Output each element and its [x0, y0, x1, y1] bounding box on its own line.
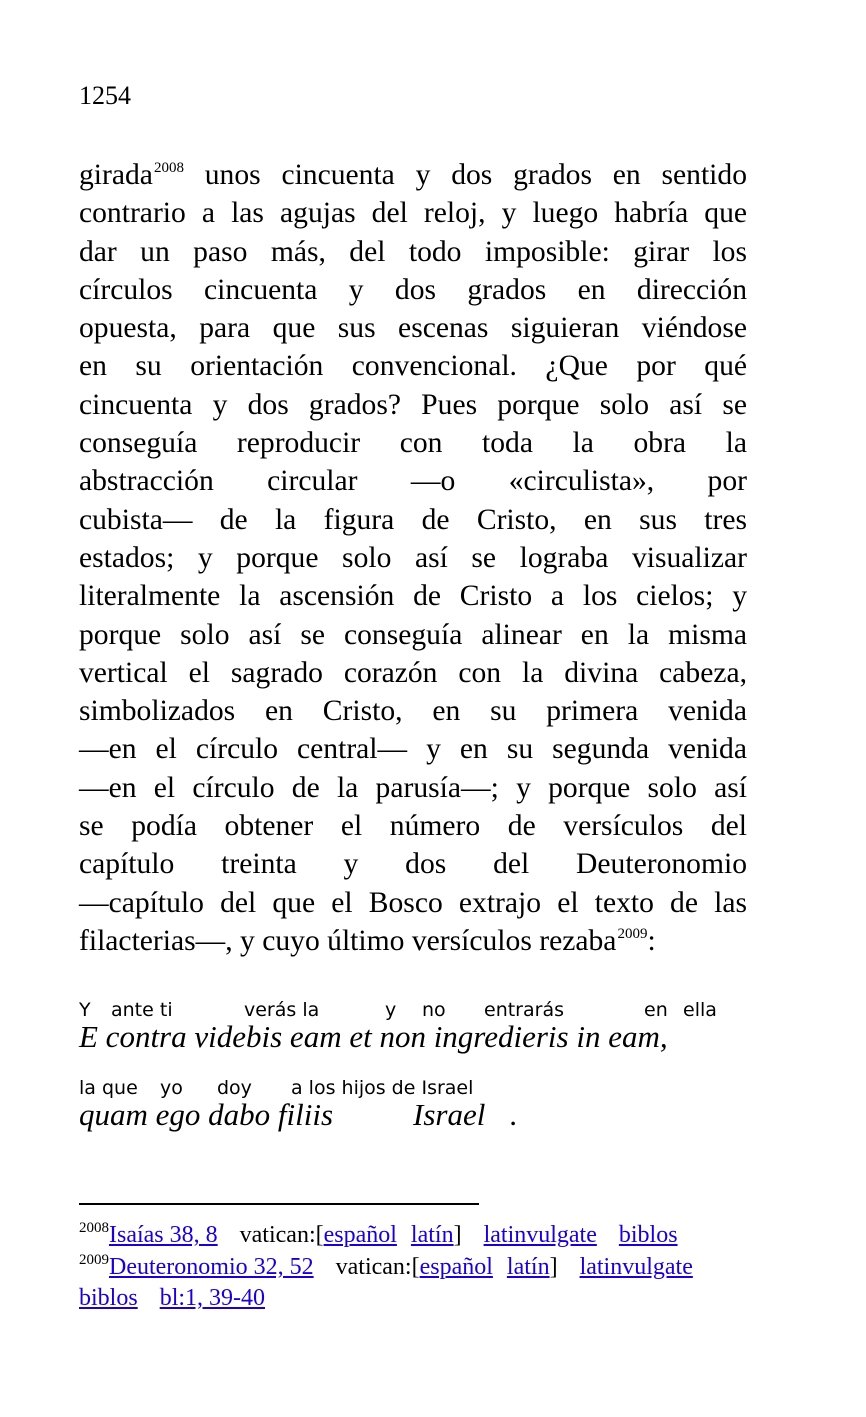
body-line [79, 577, 747, 615]
espanol-link[interactable]: español [419, 1254, 493, 1280]
body-line-text: unos cincuenta y dos grados en sentido [183, 159, 747, 191]
gloss-word: ante ti [111, 999, 173, 1021]
gloss-word: la que [79, 1077, 138, 1099]
body-line-text: abstracción circular —o «circulista», por [79, 465, 747, 498]
body-line [79, 271, 747, 309]
body-line [79, 156, 747, 194]
body-line [79, 616, 747, 654]
espanol-link[interactable]: español [323, 1222, 397, 1248]
bl-link[interactable]: bl:1, 39-40 [159, 1285, 266, 1311]
body-paragraph [79, 156, 747, 960]
body-line [79, 539, 747, 577]
vatican-suffix: ] [453, 1222, 462, 1248]
latin-verse-line: E contra videbis eam et non ingredieris in eam, [79, 1019, 668, 1054]
body-line-text: círculos cincuenta y dos grados en dirección [79, 273, 747, 306]
latinvulgate-link[interactable]: latinvulgate [483, 1222, 597, 1248]
gloss-word: a los hijos de Israel [291, 1077, 474, 1099]
latin-verse-line: quam ego dabo filiis [79, 1097, 334, 1132]
body-line-text: girada [79, 159, 153, 191]
footnote-2008 [79, 1220, 678, 1253]
body-line [79, 884, 747, 922]
body-line-text: contrario a las agujas del reloj, y luego habría que [79, 197, 747, 230]
latin-verse-period: . [510, 1097, 518, 1132]
footnote-ref-link[interactable]: Isaías 38, 8 [109, 1222, 218, 1248]
body-line [79, 807, 747, 845]
body-line-text: : [647, 924, 656, 957]
body-line-text: porque solo así se conseguía alinear en la misma [79, 618, 747, 651]
body-line-text: vertical el sagrado corazón con la divina cabeza, [79, 656, 747, 689]
latin-verse-word: Israel [413, 1097, 486, 1132]
footnote-number: 2008 [79, 1220, 109, 1236]
page-number: 1254 [79, 81, 131, 110]
body-line [79, 347, 747, 385]
body-line [79, 501, 747, 539]
footnote-marker: 2008 [153, 160, 184, 176]
body-line [79, 424, 747, 462]
body-line-text: se podía obtener el número de versículos del [79, 810, 747, 843]
gloss-word: Y [79, 999, 91, 1021]
vatican-suffix: ] [549, 1254, 558, 1280]
body-line [79, 233, 747, 271]
footnote-marker: 2009 [617, 925, 648, 942]
latin-link[interactable]: latín [506, 1254, 550, 1280]
body-line-text: literalmente la ascensión de Cristo a los cielos; y [79, 580, 747, 613]
body-line [79, 386, 747, 424]
body-line-text: en su orientación convencional. ¿Que por qué [79, 350, 747, 383]
body-line-text: cincuenta y dos grados? Pues porque solo así se [79, 388, 747, 421]
footnote-number: 2009 [79, 1252, 109, 1268]
biblos-link[interactable]: biblos [618, 1222, 678, 1248]
body-line [79, 462, 747, 500]
body-line [79, 769, 747, 807]
gloss-word: y [385, 999, 397, 1021]
body-line-text: —en el círculo central— y en su segunda venida [79, 733, 747, 766]
body-line [79, 194, 747, 232]
gloss-word: verás la [244, 999, 320, 1021]
body-line-text: estados; y porque solo así se lograba visualizar [79, 541, 747, 574]
body-line-text: simbolizados en Cristo, en su primera venida [79, 695, 747, 728]
gloss-word: yo [160, 1077, 183, 1099]
gloss-word: doy [217, 1077, 252, 1099]
body-line [79, 922, 747, 960]
vatican-prefix: vatican:[ [239, 1222, 324, 1248]
footnote-2009-cont [79, 1283, 265, 1313]
body-line-text: —en el círculo de la parusía—; y porque solo así [79, 771, 747, 804]
footnote-2009 [79, 1252, 693, 1285]
vatican-prefix: vatican:[ [335, 1254, 420, 1280]
body-line-text: conseguía reproducir con toda la obra la [79, 427, 747, 460]
footnote-separator [79, 1203, 479, 1205]
body-line [79, 730, 747, 768]
latinvulgate-link[interactable]: latinvulgate [579, 1254, 693, 1280]
body-line-text: dar un paso más, del todo imposible: girar los [79, 235, 747, 268]
body-line-text: filacterias—, y cuyo último versículos rezaba [79, 924, 617, 957]
gloss-word: ella [683, 999, 717, 1021]
gloss-word: en [644, 999, 668, 1021]
body-line-text: cubista— de la figura de Cristo, en sus tres [79, 503, 747, 536]
body-line-text: opuesta, para que sus escenas siguieran viéndose [79, 312, 747, 345]
body-line [79, 845, 747, 883]
body-line-text: capítulo treinta y dos del Deuteronomio [79, 848, 747, 881]
body-line [79, 654, 747, 692]
body-line-text: —capítulo del que el Bosco extrajo el texto de las [79, 886, 747, 919]
biblos-link[interactable]: biblos [79, 1285, 138, 1311]
body-line [79, 309, 747, 347]
body-line [79, 692, 747, 730]
gloss-word: entrarás [484, 999, 564, 1021]
gloss-word: no [422, 999, 446, 1021]
footnote-ref-link[interactable]: Deuteronomio 32, 52 [109, 1254, 314, 1280]
latin-link[interactable]: latín [410, 1222, 454, 1248]
